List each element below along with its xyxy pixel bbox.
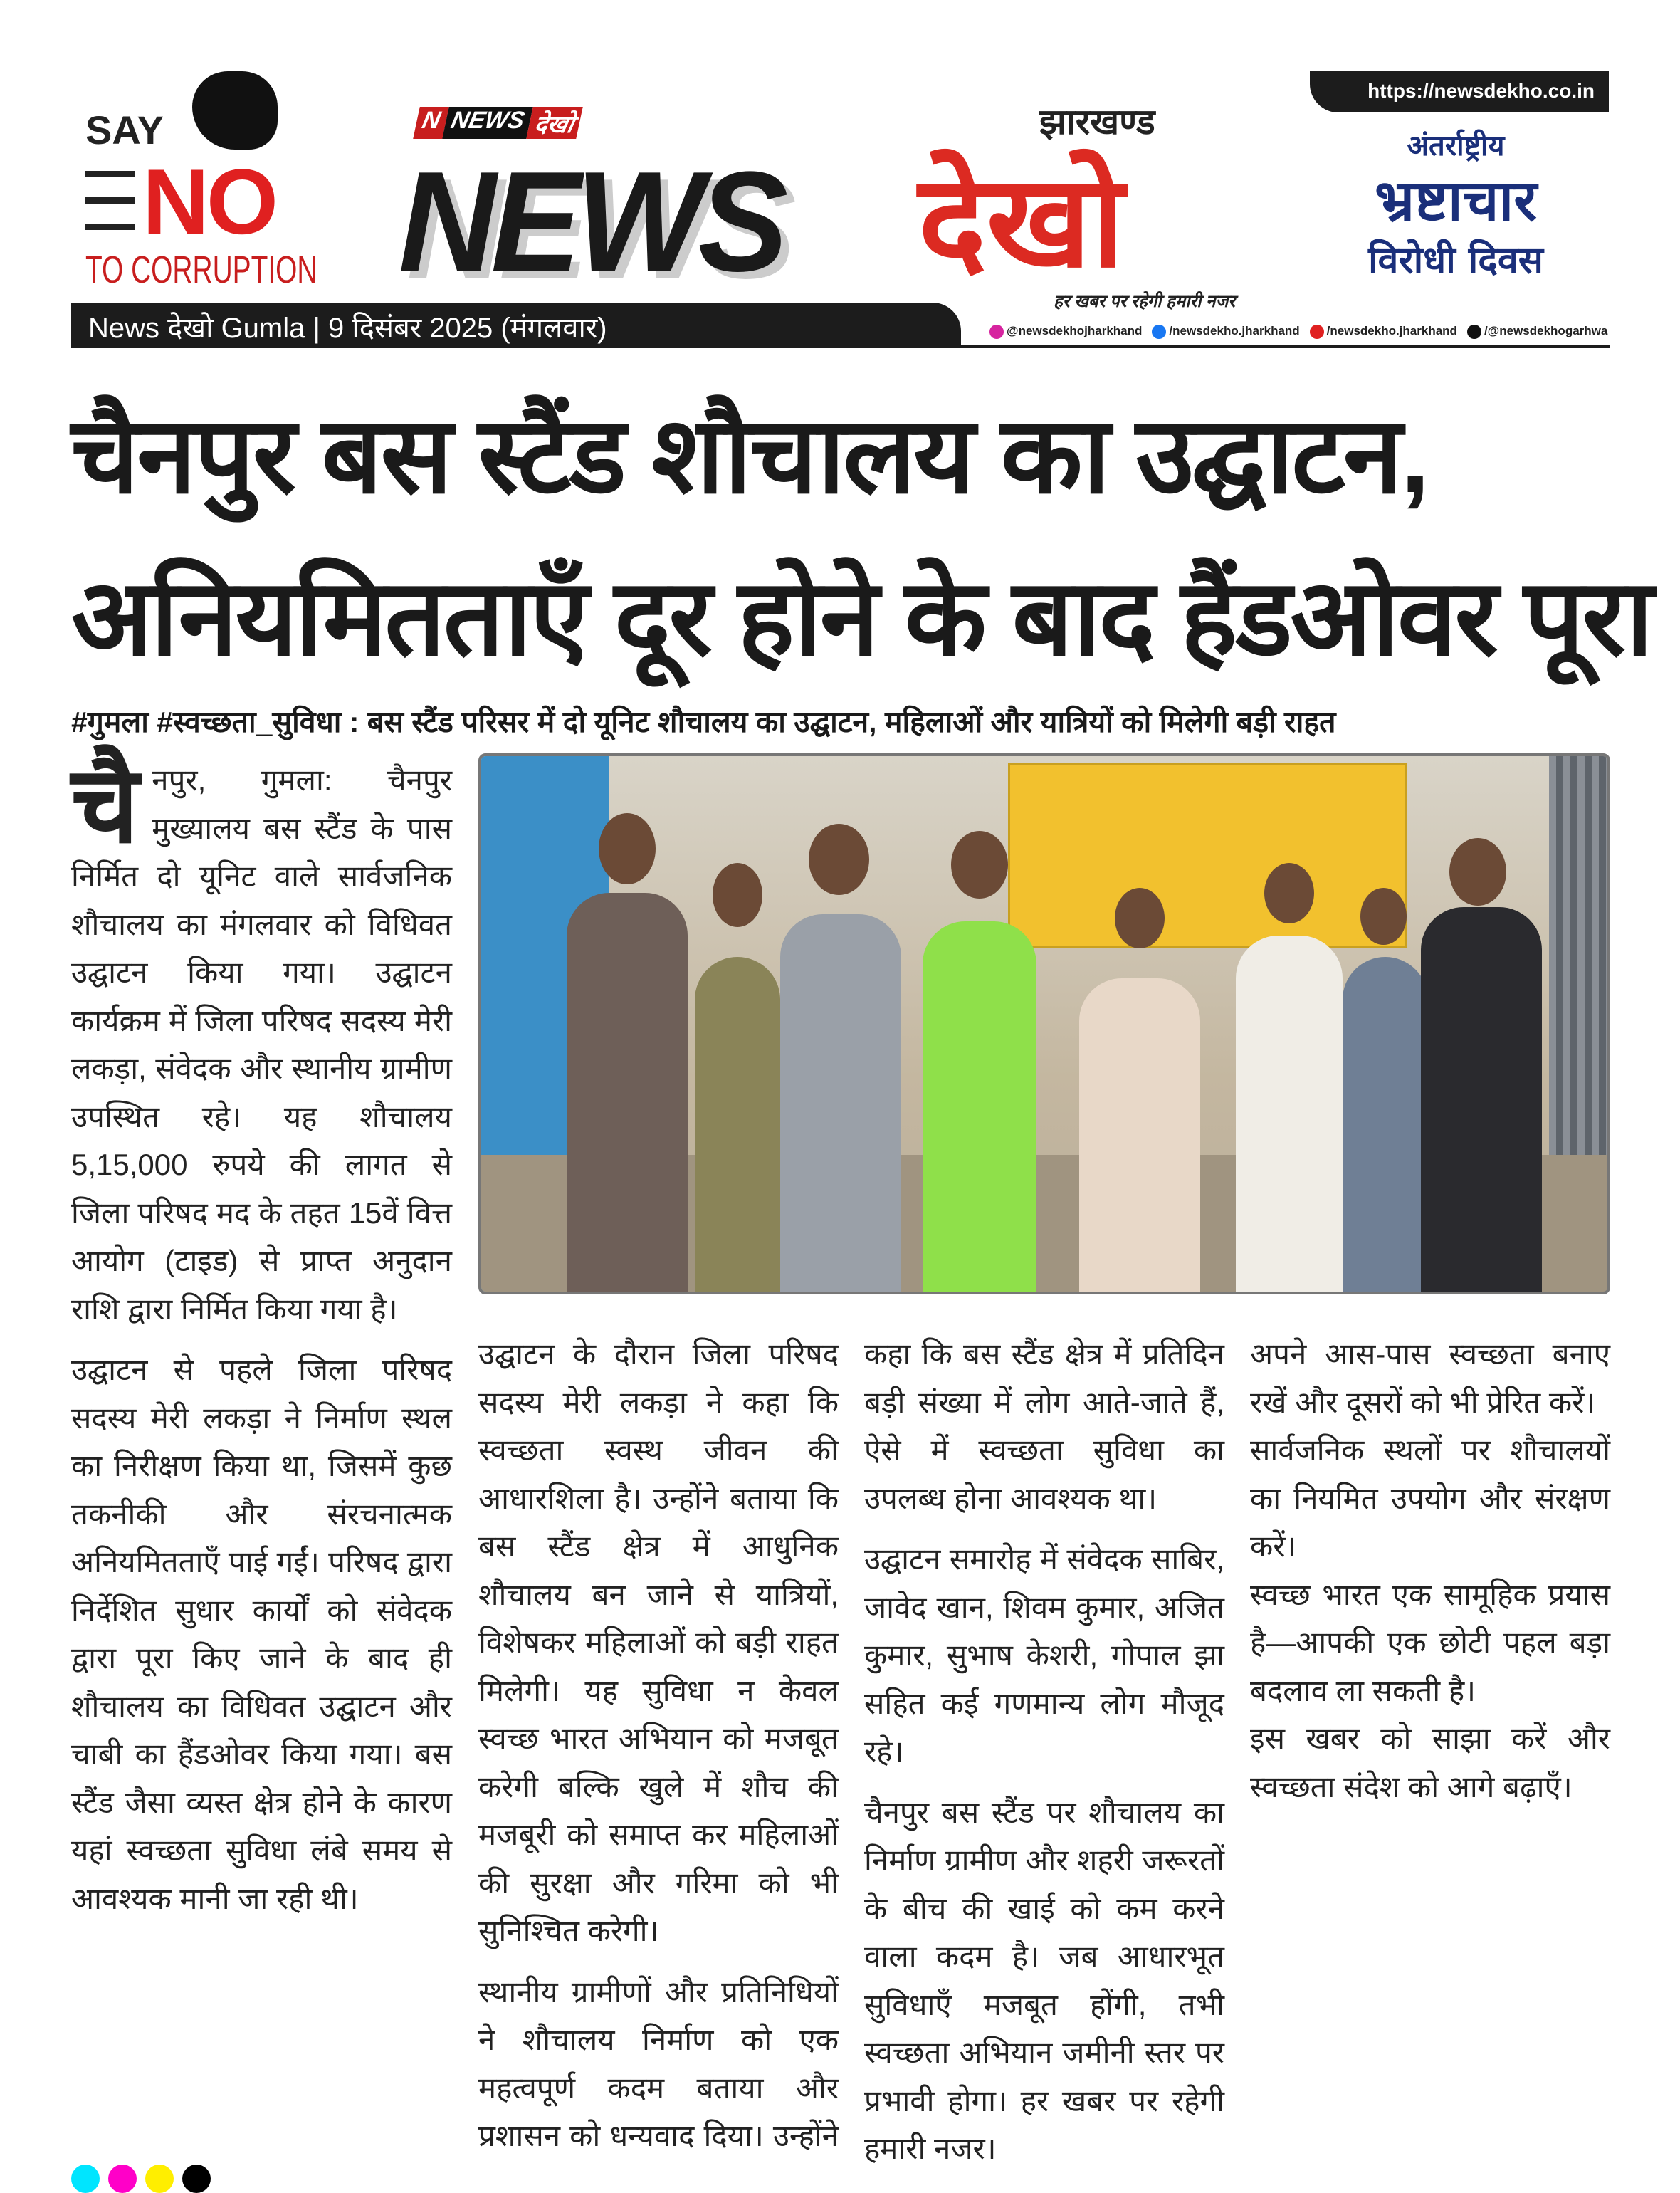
paragraph: उद्घाटन से पहले जिला परिषद सदस्य मेरी लकड़ा ने निर्माण स्थल का निरीक्षण किया था, जिसमें कुछ तकनीकी और संरचनात्मक अनियमितताएँ पाई गईं। परिषद द्वारा निर्देशित सुधार कार्यों को संवेदक द्वारा पूरा किए जाने के बाद ही शौचालय का विधिवत उद्घाटन और चाबी का हैंडओवर किया गया। बस स्टैंड जैसा व्यस्त क्षेत्र होने के कारण यहां स्वच्छता सुविधा लंबे समय से आवश्यक मानी जा रही थी। — [71, 1353, 452, 1915]
mini-badge — [413, 107, 583, 139]
subheadline: #गुमला #स्वच्छता_सुविधा : बस स्टैंड परिसर में दो यूनिट शौचालय का उद्घाटन, महिलाओं और यात्रियों को मिलेगी बड़ी राहत — [71, 706, 1336, 738]
anti-line1: अंतर्राष्ट्रीय — [1407, 130, 1505, 162]
person — [923, 921, 1036, 1292]
person-head — [951, 831, 1008, 899]
article-columns-2-4 — [478, 1330, 1610, 2184]
mini-badge-dekho: देखो — [526, 107, 583, 139]
brand-news: NEWS — [399, 142, 783, 301]
logo-no: NO — [142, 150, 275, 253]
logo-to-corruption: TO CORRUPTION — [85, 248, 317, 291]
paragraph: सार्वजनिक स्थलों पर शौचालयों का नियमित उपयोग और संरक्षण करें। — [1250, 1433, 1610, 1563]
mini-badge-n: N — [413, 107, 448, 139]
article-photo — [478, 753, 1610, 1294]
person-head — [1264, 863, 1314, 923]
print-registration-marks — [71, 2165, 211, 2193]
anti-line2: भ्रष्टाचार — [1375, 167, 1537, 234]
black-dot — [182, 2165, 211, 2193]
dateline: News देखो Gumla | 9 दिसंबर 2025 (मंगलवार) — [71, 303, 961, 345]
person — [695, 957, 780, 1292]
person — [1421, 907, 1542, 1292]
person — [567, 893, 688, 1292]
hand-icon — [192, 71, 278, 150]
magenta-dot — [108, 2165, 137, 2193]
paragraph-text: नपुर, गुमला: चैनपुर मुख्यालय बस स्टैंड के पास निर्मित दो यूनिट वाले सार्वजनिक शौचालय का मंगलवार को विधिवत उद्घाटन किया गया। उद्घाटन कार्यक्रम में जिला परिषद सदस्य मेरी लकड़ा, संवेदक और स्थानीय ग्रामीण उपस्थित रहे। यह शौचालय 5,15,000 रुपये की लागत से जिला परिषद मद के तहत 15वें वित्त आयोग (टाइड) से प्राप्त अनुदान राशि द्वारा निर्मित किया गया है। — [71, 763, 452, 1326]
government-sign-board — [1008, 763, 1407, 948]
person-head — [713, 863, 762, 927]
social-youtube[interactable] — [1310, 324, 1457, 339]
social-handle: /newsdekho.jharkhand — [1326, 324, 1457, 337]
social-handle: @newsdekhojharkhand — [1007, 324, 1143, 337]
logo-bars — [85, 171, 135, 250]
paragraph: चैनपुर बस स्टैंड पर शौचालय का निर्माण ग्रामीण और शहरी जरूरतों के बीच की खाई को कम करने वाला कदम है। जब आधारभूत सुविधाएँ मजबूत होंगी, तभी स्वच्छता अभियान जमीनी स्तर पर प्रभावी होगा। हर खबर पर रहेगी हमारी नजर। — [864, 1795, 1224, 2165]
social-facebook[interactable] — [1152, 324, 1299, 339]
cyan-dot — [71, 2165, 100, 2193]
social-x[interactable] — [1467, 324, 1607, 339]
yellow-dot — [145, 2165, 174, 2193]
social-handle: /@newsdekhogarhwa — [1484, 324, 1608, 337]
headline-line1: चैनपुर बस स्टैंड शौचालय का उद्घाटन, — [71, 395, 1428, 515]
masthead-divider — [71, 345, 1610, 348]
paragraph: उद्घाटन समारोह में संवेदक साबिर, जावेद खान, शिवम कुमार, अजित कुमार, सुभाष केशरी, गोपाल झा सहित कई गणमान्य लोग मौजूद रहे। — [864, 1542, 1224, 1768]
person-head — [599, 813, 656, 884]
paragraph: अपने आस-पास स्वच्छता बनाए रखें और दूसरों को भी प्रेरित करें। — [1250, 1337, 1610, 1419]
headline-line2: अनियमितताएँ दूर होने के बाद हैंडओवर पूरा — [71, 558, 1652, 677]
article-column-1 — [71, 745, 452, 1935]
anti-line3: विरोधी दिवस — [1368, 239, 1543, 282]
x-icon — [1467, 325, 1481, 339]
person-head — [809, 824, 869, 895]
person-head — [1360, 888, 1407, 945]
social-instagram[interactable] — [989, 324, 1142, 339]
youtube-icon — [1310, 325, 1324, 339]
social-handles — [989, 324, 1609, 339]
brand-state: झारखण्ड — [1039, 102, 1155, 142]
logo-say: SAY — [85, 108, 164, 152]
paragraph: स्वच्छ भारत एक सामूहिक प्रयास है—आपकी एक छोटी पहल बड़ा बदलाव ला सकती है। — [1250, 1577, 1610, 1707]
drop-cap: चै — [71, 745, 140, 864]
headline — [71, 374, 1652, 698]
brand-dekho: देखो — [918, 150, 1125, 293]
person — [780, 914, 901, 1292]
social-handle: /newsdekho.jharkhand — [1169, 324, 1300, 337]
paragraph — [71, 745, 452, 1333]
paragraph: स्थानीय ग्रामीणों और प्रतिनिधियों ने शौचालय निर्माण को एक महत्वपूर्ण कदम बताया और प्रशासन को धन्यवाद दिया। उन्होंने कहा कि बस स्टैंड क्षेत्र में प्रतिदिन बड़ी संख्या में लोग आते-जाते हैं, ऐसे में स्वच्छता सुविधा का उपलब्ध होना आवश्यक था। — [478, 1337, 1224, 2152]
person-head — [1449, 838, 1506, 906]
person — [1079, 978, 1200, 1292]
mini-badge-news: NEWS — [442, 107, 533, 139]
person — [1236, 936, 1343, 1292]
say-no-to-corruption-logo — [78, 71, 335, 299]
person-head — [1115, 888, 1165, 948]
brand-tagline: हर खबर पर रहेगी हमारी नजर — [1054, 292, 1236, 311]
paragraph: उद्घाटन के दौरान जिला परिषद सदस्य मेरी लकड़ा ने कहा कि स्वच्छता स्वस्थ जीवन की आधारशिला है। उन्होंने बताया कि बस स्टैंड क्षेत्र में आधुनिक शौचालय बन जाने से यात्रियों, विशेषकर महिलाओं को बड़ी राहत मिलेगी। यह सुविधा न केवल स्वच्छ भारत अभियान को मजबूत करेगी बल्कि खुले में शौच की मजबूरी को समाप्त कर महिलाओं की सुरक्षा और गरिमा को भी सुनिश्चित करेगी। — [478, 1337, 839, 1947]
website-url[interactable]: https://newsdekho.co.in — [1310, 71, 1609, 112]
paragraph: इस खबर को साझा करें और स्वच्छता संदेश को आगे बढ़ाएँ। — [1250, 1722, 1610, 1804]
news-dekho-logo — [399, 102, 1288, 311]
instagram-icon — [989, 325, 1004, 339]
facebook-icon — [1152, 325, 1166, 339]
anti-corruption-day-badge — [1313, 128, 1598, 284]
person — [1343, 957, 1428, 1292]
